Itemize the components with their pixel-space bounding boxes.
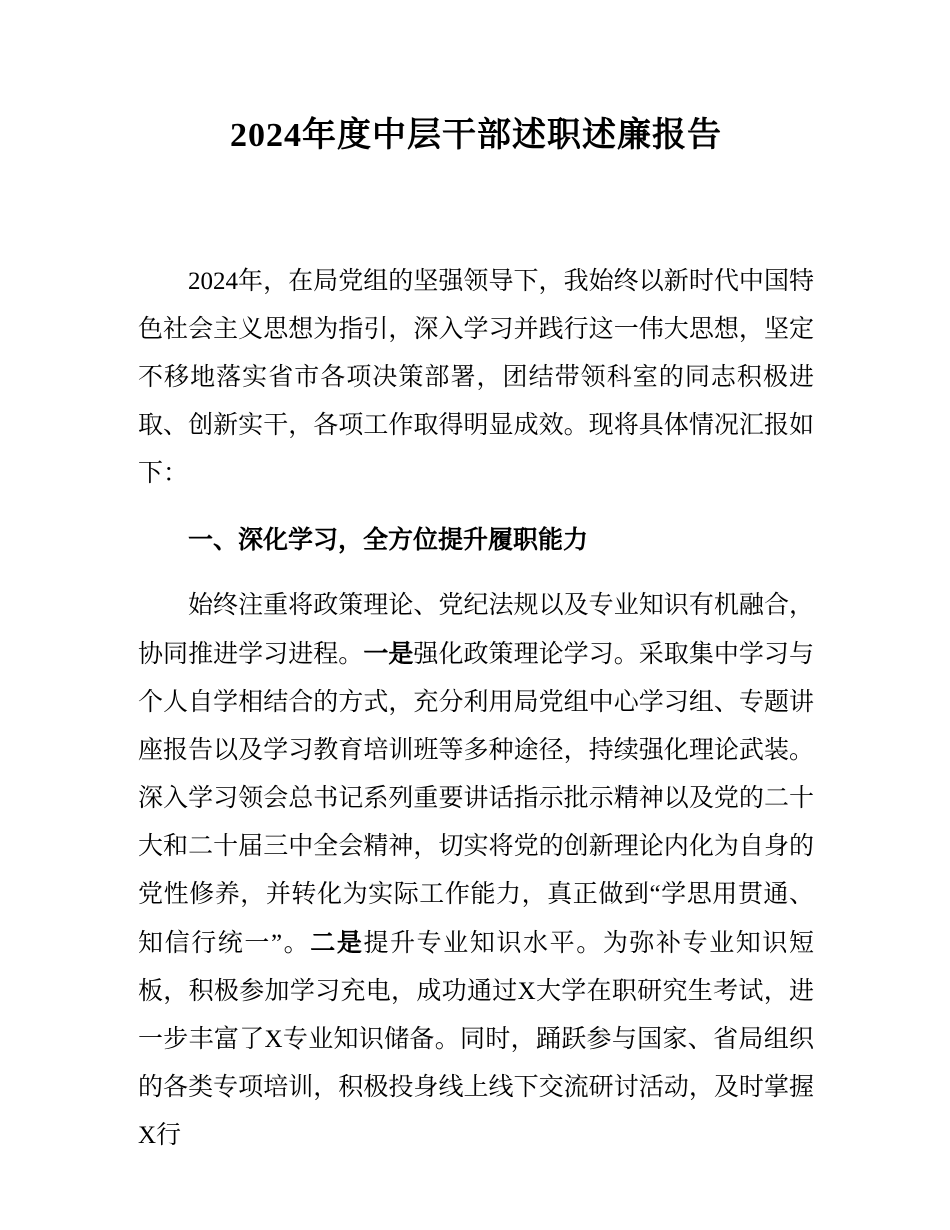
- bold-text-run: 一是: [363, 640, 414, 668]
- section-heading: [138, 516, 814, 564]
- text-run: 2024年，在局党组的坚强领导下，我始终以新时代中国特色社会主义思想为指引，深入学习并践行这一伟大思想，坚定不移地落实省市各项决策部署，团结带领科室的同志积极进取、创新实干，各项工作取得明显成效。现将具体情况汇报如下：: [138, 268, 814, 487]
- bold-text-run: 二是: [310, 929, 364, 957]
- document-title: 2024年度中层干部述职述廉报告: [230, 117, 722, 154]
- body-paragraph: [138, 258, 814, 498]
- text-run: 强化政策理论学习。采取集中学习与个人自学相结合的方式，充分利用局党组中心学习组、专题讲座报告以及学习教育培训班等多种途径，持续强化理论武装。深入学习领会总书记系列重要讲话指示批示精神以及党的二十大和二十届三中全会精神，切实将党的创新理论内化为自身的党性修养，并转化为实际工作能力，真正做到“学思用贯通、知信行统一”。: [138, 641, 814, 957]
- body-paragraph: [138, 582, 814, 1160]
- document-body: [138, 258, 814, 1160]
- bold-text-run: 一、深化学习，全方位提升履职能力: [188, 526, 589, 554]
- text-run: 提升专业知识水平。为弥补专业知识短板，积极参加学习充电，成功通过X大学在职研究生考试，进一步丰富了X专业知识储备。同时，踊跃参与国家、省局组织的各类专项培训，积极投身线上线下交流研讨活动，及时掌握X行: [138, 930, 814, 1149]
- text-run: 始终注重将政策理论、党纪法规以及专业知识有机融合，协同推进学习进程。: [138, 592, 814, 668]
